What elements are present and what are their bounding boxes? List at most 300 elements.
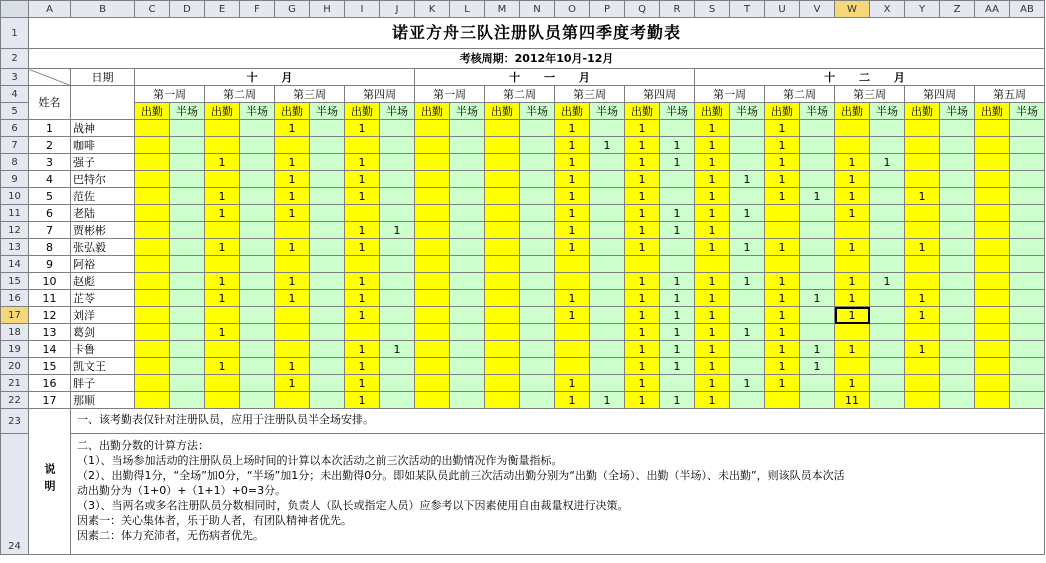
half-cell[interactable]: 1 — [800, 188, 835, 205]
row-header[interactable]: 10 — [1, 188, 29, 205]
half-cell[interactable] — [940, 307, 975, 324]
attend-cell[interactable]: 1 — [205, 188, 240, 205]
attend-cell[interactable]: 1 — [345, 392, 380, 409]
attend-cell[interactable] — [485, 256, 520, 273]
half-cell[interactable] — [730, 307, 765, 324]
half-cell[interactable] — [520, 154, 555, 171]
half-cell[interactable] — [170, 154, 205, 171]
attend-cell[interactable]: 1 — [625, 222, 660, 239]
half-cell[interactable] — [380, 205, 415, 222]
half-cell[interactable] — [730, 341, 765, 358]
attend-cell[interactable] — [415, 188, 450, 205]
attend-cell[interactable] — [905, 256, 940, 273]
attend-cell[interactable] — [975, 256, 1010, 273]
attend-cell[interactable] — [975, 154, 1010, 171]
half-cell[interactable] — [310, 324, 345, 341]
row-header[interactable]: 19 — [1, 341, 29, 358]
half-cell[interactable] — [450, 188, 485, 205]
column-header[interactable]: S — [695, 1, 730, 18]
half-cell[interactable] — [310, 256, 345, 273]
half-field-label[interactable]: 半场 — [590, 103, 625, 120]
attend-cell[interactable]: 1 — [205, 324, 240, 341]
half-cell[interactable] — [520, 222, 555, 239]
half-cell[interactable] — [870, 137, 905, 154]
week-header[interactable]: 第三周 — [275, 86, 345, 103]
attend-cell[interactable]: 1 — [275, 205, 310, 222]
member-name[interactable]: 凯文王 — [71, 358, 135, 375]
column-header[interactable]: H — [310, 1, 345, 18]
column-header[interactable]: O — [555, 1, 590, 18]
row-header[interactable]: 5 — [1, 103, 29, 120]
attend-cell[interactable]: 1 — [835, 375, 870, 392]
attend-cell[interactable]: 1 — [275, 239, 310, 256]
member-number[interactable]: 17 — [29, 392, 71, 409]
attend-label[interactable]: 出勤 — [835, 103, 870, 120]
attend-cell[interactable] — [345, 324, 380, 341]
half-cell[interactable] — [730, 290, 765, 307]
half-cell[interactable] — [940, 273, 975, 290]
attend-cell[interactable] — [415, 120, 450, 137]
attend-cell[interactable] — [205, 375, 240, 392]
attend-cell[interactable] — [835, 137, 870, 154]
half-field-label[interactable]: 半场 — [450, 103, 485, 120]
attend-cell[interactable] — [975, 392, 1010, 409]
attend-cell[interactable] — [975, 324, 1010, 341]
half-cell[interactable] — [450, 137, 485, 154]
attend-cell[interactable] — [555, 341, 590, 358]
half-cell[interactable] — [940, 205, 975, 222]
attend-cell[interactable]: 1 — [625, 273, 660, 290]
half-cell[interactable] — [800, 120, 835, 137]
attend-cell[interactable] — [485, 154, 520, 171]
attend-cell[interactable] — [905, 120, 940, 137]
member-name[interactable]: 老陆 — [71, 205, 135, 222]
attend-cell[interactable] — [135, 341, 170, 358]
attend-cell[interactable] — [415, 324, 450, 341]
half-field-label[interactable]: 半场 — [730, 103, 765, 120]
attend-cell[interactable] — [905, 324, 940, 341]
attend-cell[interactable]: 1 — [555, 137, 590, 154]
half-cell[interactable]: 1 — [380, 222, 415, 239]
column-header[interactable]: Q — [625, 1, 660, 18]
half-field-label[interactable]: 半场 — [940, 103, 975, 120]
half-cell[interactable]: 1 — [730, 205, 765, 222]
half-cell[interactable] — [380, 137, 415, 154]
half-cell[interactable] — [170, 137, 205, 154]
select-all-corner[interactable] — [1, 1, 29, 18]
half-cell[interactable] — [240, 256, 275, 273]
half-cell[interactable] — [1010, 324, 1045, 341]
attend-cell[interactable]: 1 — [275, 188, 310, 205]
attend-cell[interactable]: 1 — [625, 205, 660, 222]
half-cell[interactable] — [310, 358, 345, 375]
half-cell[interactable] — [450, 205, 485, 222]
column-header[interactable]: F — [240, 1, 275, 18]
half-cell[interactable] — [590, 239, 625, 256]
attend-cell[interactable]: 1 — [205, 290, 240, 307]
half-cell[interactable] — [730, 222, 765, 239]
attend-cell[interactable] — [135, 188, 170, 205]
attend-cell[interactable] — [485, 290, 520, 307]
attend-cell[interactable]: 1 — [905, 290, 940, 307]
half-cell[interactable]: 1 — [660, 358, 695, 375]
column-header[interactable]: X — [870, 1, 905, 18]
half-cell[interactable] — [380, 307, 415, 324]
half-cell[interactable] — [310, 375, 345, 392]
half-cell[interactable] — [1010, 171, 1045, 188]
half-cell[interactable] — [240, 222, 275, 239]
half-cell[interactable] — [870, 171, 905, 188]
half-cell[interactable]: 1 — [730, 375, 765, 392]
attend-cell[interactable] — [975, 239, 1010, 256]
row-header[interactable]: 22 — [1, 392, 29, 409]
column-header[interactable]: AA — [975, 1, 1010, 18]
attend-cell[interactable]: 1 — [555, 307, 590, 324]
row-header[interactable]: 1 — [1, 18, 29, 49]
half-cell[interactable] — [170, 375, 205, 392]
half-cell[interactable] — [590, 256, 625, 273]
attend-cell[interactable]: 1 — [765, 290, 800, 307]
attend-cell[interactable]: 1 — [205, 154, 240, 171]
attend-cell[interactable]: 1 — [275, 273, 310, 290]
attend-cell[interactable]: 1 — [905, 188, 940, 205]
half-cell[interactable] — [940, 188, 975, 205]
attend-label[interactable]: 出勤 — [695, 103, 730, 120]
attend-cell[interactable] — [345, 137, 380, 154]
half-cell[interactable]: 1 — [660, 154, 695, 171]
half-cell[interactable] — [590, 188, 625, 205]
half-cell[interactable] — [450, 375, 485, 392]
column-header[interactable]: B — [71, 1, 135, 18]
column-header[interactable]: U — [765, 1, 800, 18]
attend-cell[interactable] — [555, 324, 590, 341]
attend-cell[interactable] — [485, 120, 520, 137]
attend-cell[interactable]: 1 — [695, 392, 730, 409]
half-cell[interactable] — [870, 392, 905, 409]
half-cell[interactable] — [450, 358, 485, 375]
attend-cell[interactable]: 1 — [765, 324, 800, 341]
half-cell[interactable] — [310, 171, 345, 188]
half-cell[interactable] — [940, 239, 975, 256]
attend-cell[interactable]: 1 — [625, 324, 660, 341]
attend-cell[interactable]: 1 — [835, 205, 870, 222]
half-cell[interactable]: 1 — [590, 392, 625, 409]
attend-cell[interactable]: 1 — [625, 137, 660, 154]
half-cell[interactable]: 1 — [660, 137, 695, 154]
half-field-label[interactable]: 半场 — [520, 103, 555, 120]
half-cell[interactable] — [380, 290, 415, 307]
attend-cell[interactable]: 1 — [695, 324, 730, 341]
attend-cell[interactable]: 1 — [835, 307, 870, 324]
half-cell[interactable] — [240, 392, 275, 409]
half-cell[interactable]: 1 — [660, 392, 695, 409]
half-cell[interactable] — [730, 188, 765, 205]
row-header[interactable]: 6 — [1, 120, 29, 137]
member-name[interactable]: 贾彬彬 — [71, 222, 135, 239]
half-cell[interactable] — [240, 188, 275, 205]
half-field-label[interactable]: 半场 — [170, 103, 205, 120]
attend-cell[interactable] — [905, 137, 940, 154]
half-cell[interactable] — [940, 290, 975, 307]
attend-cell[interactable] — [485, 324, 520, 341]
week-header[interactable]: 第三周 — [555, 86, 625, 103]
member-number[interactable]: 9 — [29, 256, 71, 273]
attend-cell[interactable] — [485, 307, 520, 324]
month-october[interactable]: 十 月 — [135, 69, 415, 86]
half-cell[interactable] — [730, 392, 765, 409]
attend-cell[interactable] — [905, 171, 940, 188]
half-cell[interactable] — [380, 239, 415, 256]
half-cell[interactable] — [170, 273, 205, 290]
half-cell[interactable] — [240, 205, 275, 222]
half-cell[interactable] — [590, 307, 625, 324]
attend-cell[interactable] — [415, 222, 450, 239]
attend-cell[interactable] — [485, 392, 520, 409]
attend-label[interactable]: 出勤 — [485, 103, 520, 120]
attend-cell[interactable]: 1 — [205, 239, 240, 256]
attend-cell[interactable]: 1 — [835, 154, 870, 171]
attend-cell[interactable]: 1 — [695, 188, 730, 205]
column-header[interactable]: Z — [940, 1, 975, 18]
half-cell[interactable] — [1010, 392, 1045, 409]
half-cell[interactable] — [450, 324, 485, 341]
attend-cell[interactable] — [975, 222, 1010, 239]
half-cell[interactable] — [310, 239, 345, 256]
attend-cell[interactable] — [485, 341, 520, 358]
half-cell[interactable] — [800, 171, 835, 188]
attend-cell[interactable] — [135, 205, 170, 222]
attend-cell[interactable]: 1 — [625, 120, 660, 137]
half-cell[interactable]: 1 — [660, 222, 695, 239]
attend-cell[interactable]: 1 — [905, 307, 940, 324]
attend-cell[interactable] — [135, 171, 170, 188]
member-name[interactable]: 张弘毅 — [71, 239, 135, 256]
attend-cell[interactable]: 1 — [555, 171, 590, 188]
half-cell[interactable] — [800, 392, 835, 409]
half-cell[interactable] — [660, 375, 695, 392]
half-cell[interactable] — [590, 273, 625, 290]
half-cell[interactable] — [310, 273, 345, 290]
half-cell[interactable] — [170, 307, 205, 324]
attend-cell[interactable]: 1 — [555, 290, 590, 307]
column-header[interactable]: Y — [905, 1, 940, 18]
half-cell[interactable] — [380, 171, 415, 188]
attend-cell[interactable] — [135, 290, 170, 307]
attend-cell[interactable] — [835, 358, 870, 375]
attend-cell[interactable] — [205, 307, 240, 324]
attend-cell[interactable] — [625, 256, 660, 273]
attend-cell[interactable] — [975, 171, 1010, 188]
attend-cell[interactable] — [905, 392, 940, 409]
half-cell[interactable] — [380, 154, 415, 171]
half-cell[interactable] — [240, 324, 275, 341]
row-header[interactable]: 21 — [1, 375, 29, 392]
half-cell[interactable] — [380, 256, 415, 273]
attend-cell[interactable]: 1 — [695, 205, 730, 222]
attend-cell[interactable]: 1 — [625, 341, 660, 358]
attend-cell[interactable] — [415, 307, 450, 324]
half-cell[interactable] — [520, 205, 555, 222]
half-field-label[interactable]: 半场 — [380, 103, 415, 120]
half-cell[interactable] — [240, 358, 275, 375]
row-header[interactable]: 3 — [1, 69, 29, 86]
attend-cell[interactable] — [205, 120, 240, 137]
half-cell[interactable] — [380, 392, 415, 409]
half-cell[interactable] — [1010, 341, 1045, 358]
half-cell[interactable] — [170, 392, 205, 409]
attend-cell[interactable]: 1 — [345, 171, 380, 188]
attend-cell[interactable]: 1 — [345, 341, 380, 358]
member-number[interactable]: 14 — [29, 341, 71, 358]
column-header[interactable]: G — [275, 1, 310, 18]
half-cell[interactable] — [310, 290, 345, 307]
half-cell[interactable] — [800, 222, 835, 239]
half-cell[interactable] — [1010, 290, 1045, 307]
attend-cell[interactable] — [275, 341, 310, 358]
half-cell[interactable] — [170, 256, 205, 273]
attend-cell[interactable] — [135, 154, 170, 171]
half-cell[interactable] — [310, 392, 345, 409]
half-cell[interactable] — [170, 358, 205, 375]
half-cell[interactable]: 1 — [590, 137, 625, 154]
half-cell[interactable] — [240, 239, 275, 256]
half-cell[interactable] — [450, 154, 485, 171]
member-name[interactable]: 咖啡 — [71, 137, 135, 154]
attend-cell[interactable] — [485, 239, 520, 256]
half-cell[interactable] — [520, 120, 555, 137]
half-cell[interactable] — [240, 273, 275, 290]
half-cell[interactable] — [170, 222, 205, 239]
half-cell[interactable]: 1 — [870, 154, 905, 171]
member-name[interactable]: 巴特尔 — [71, 171, 135, 188]
attend-cell[interactable] — [345, 256, 380, 273]
attend-cell[interactable] — [135, 392, 170, 409]
attend-cell[interactable] — [485, 188, 520, 205]
half-cell[interactable] — [310, 222, 345, 239]
diagonal-header-cell[interactable] — [29, 69, 71, 86]
attend-cell[interactable] — [905, 358, 940, 375]
half-cell[interactable]: 1 — [660, 307, 695, 324]
attend-label[interactable]: 出勤 — [275, 103, 310, 120]
attend-cell[interactable] — [485, 273, 520, 290]
half-cell[interactable] — [450, 307, 485, 324]
attend-cell[interactable] — [555, 256, 590, 273]
half-cell[interactable] — [660, 239, 695, 256]
half-cell[interactable] — [800, 154, 835, 171]
half-cell[interactable] — [520, 375, 555, 392]
half-cell[interactable] — [240, 375, 275, 392]
column-header[interactable]: V — [800, 1, 835, 18]
half-cell[interactable]: 1 — [730, 324, 765, 341]
attend-cell[interactable]: 1 — [835, 171, 870, 188]
half-cell[interactable] — [520, 307, 555, 324]
half-cell[interactable]: 1 — [800, 290, 835, 307]
half-cell[interactable] — [870, 341, 905, 358]
attend-cell[interactable] — [485, 358, 520, 375]
attend-cell[interactable] — [975, 358, 1010, 375]
attend-cell[interactable]: 1 — [625, 154, 660, 171]
attend-cell[interactable]: 1 — [625, 239, 660, 256]
attend-cell[interactable] — [765, 222, 800, 239]
attend-cell[interactable]: 1 — [765, 188, 800, 205]
attend-cell[interactable]: 1 — [695, 222, 730, 239]
member-number[interactable]: 11 — [29, 290, 71, 307]
attend-cell[interactable]: 1 — [695, 341, 730, 358]
half-cell[interactable] — [1010, 239, 1045, 256]
half-cell[interactable] — [240, 120, 275, 137]
half-cell[interactable] — [800, 375, 835, 392]
half-cell[interactable] — [380, 375, 415, 392]
attend-cell[interactable] — [485, 375, 520, 392]
half-cell[interactable] — [1010, 375, 1045, 392]
half-cell[interactable] — [450, 120, 485, 137]
column-header[interactable]: R — [660, 1, 695, 18]
half-cell[interactable] — [590, 375, 625, 392]
member-name[interactable]: 范佐 — [71, 188, 135, 205]
attend-cell[interactable]: 1 — [275, 120, 310, 137]
attend-cell[interactable]: 1 — [835, 273, 870, 290]
attend-cell[interactable]: 1 — [275, 154, 310, 171]
half-cell[interactable] — [940, 154, 975, 171]
member-name[interactable]: 阿裕 — [71, 256, 135, 273]
attend-cell[interactable]: 1 — [695, 290, 730, 307]
attend-cell[interactable]: 1 — [345, 120, 380, 137]
row-header[interactable]: 7 — [1, 137, 29, 154]
attend-cell[interactable]: 1 — [695, 358, 730, 375]
attend-label[interactable]: 出勤 — [555, 103, 590, 120]
half-cell[interactable]: 1 — [380, 341, 415, 358]
attend-cell[interactable] — [835, 222, 870, 239]
half-cell[interactable] — [450, 273, 485, 290]
attend-label[interactable]: 出勤 — [135, 103, 170, 120]
attend-cell[interactable]: 1 — [695, 154, 730, 171]
attend-cell[interactable] — [975, 120, 1010, 137]
half-cell[interactable] — [660, 188, 695, 205]
half-cell[interactable] — [730, 154, 765, 171]
half-cell[interactable] — [800, 324, 835, 341]
attend-cell[interactable] — [135, 307, 170, 324]
half-cell[interactable] — [450, 171, 485, 188]
attend-cell[interactable] — [415, 341, 450, 358]
attend-cell[interactable] — [345, 205, 380, 222]
attend-cell[interactable]: 1 — [765, 273, 800, 290]
half-cell[interactable] — [800, 137, 835, 154]
half-cell[interactable] — [730, 137, 765, 154]
member-name[interactable]: 战神 — [71, 120, 135, 137]
half-cell[interactable] — [870, 239, 905, 256]
row-header[interactable]: 16 — [1, 290, 29, 307]
attend-cell[interactable] — [835, 256, 870, 273]
attend-cell[interactable] — [555, 273, 590, 290]
half-cell[interactable] — [730, 256, 765, 273]
half-cell[interactable] — [590, 358, 625, 375]
half-cell[interactable] — [310, 341, 345, 358]
attend-cell[interactable]: 1 — [555, 205, 590, 222]
half-cell[interactable] — [870, 205, 905, 222]
row-header[interactable]: 9 — [1, 171, 29, 188]
attend-cell[interactable] — [275, 307, 310, 324]
half-cell[interactable] — [310, 205, 345, 222]
attend-cell[interactable] — [135, 358, 170, 375]
attend-cell[interactable]: 1 — [765, 239, 800, 256]
attend-cell[interactable] — [485, 222, 520, 239]
half-cell[interactable] — [800, 273, 835, 290]
member-number[interactable]: 5 — [29, 188, 71, 205]
month-november[interactable]: 十 一 月 — [415, 69, 695, 86]
attend-cell[interactable]: 1 — [905, 341, 940, 358]
attend-cell[interactable]: 1 — [345, 375, 380, 392]
half-cell[interactable] — [170, 324, 205, 341]
